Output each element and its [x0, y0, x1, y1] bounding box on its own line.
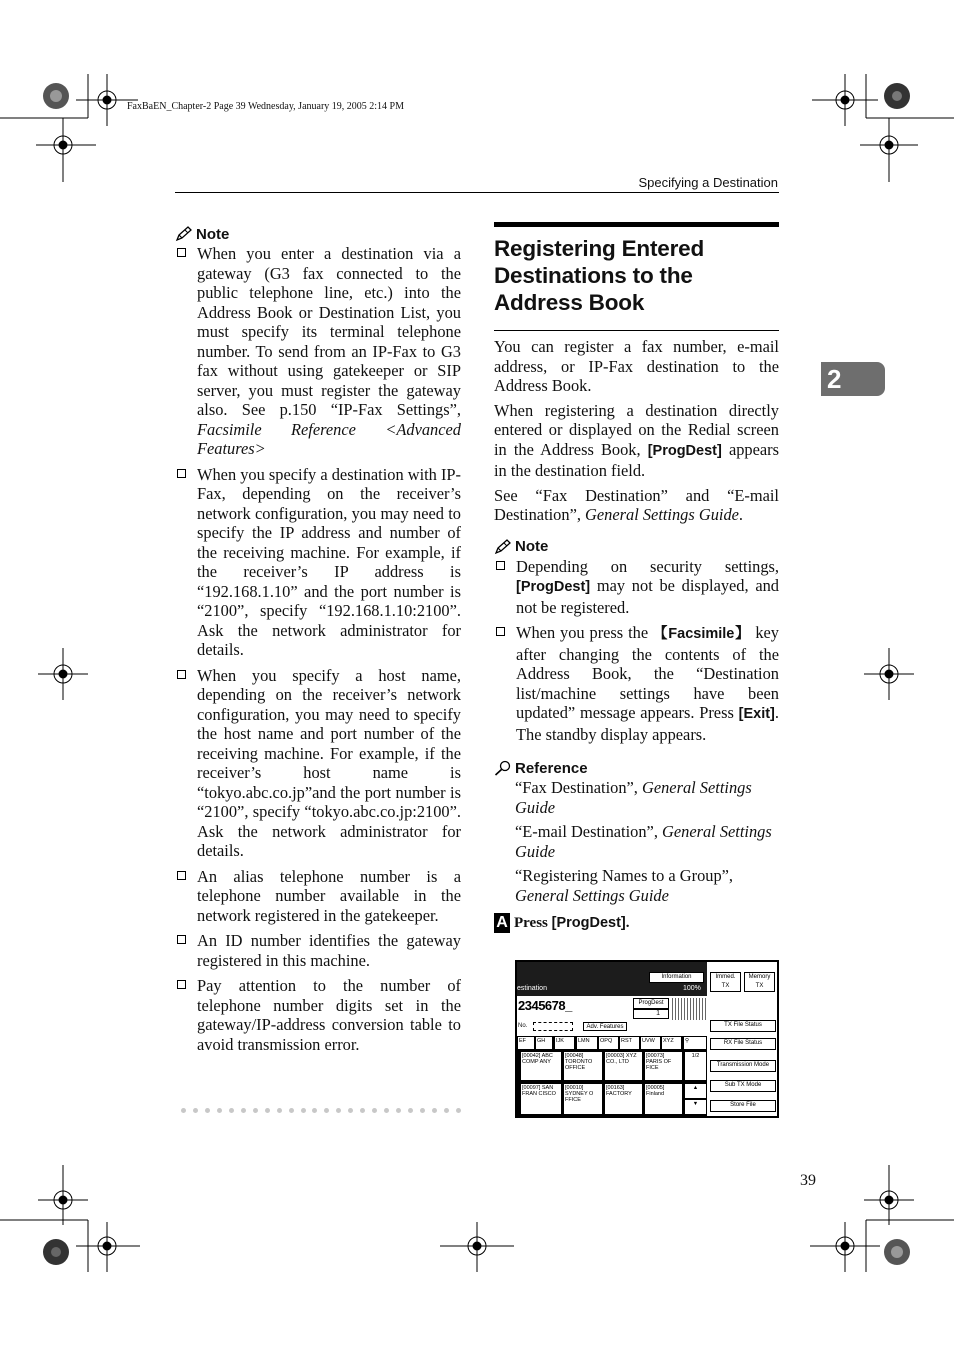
left-column: [175, 224, 461, 1060]
memory-tx-button[interactable]: Memory TX: [744, 972, 775, 992]
reference-item: “E-mail Destination”, General Settings Guide: [515, 822, 772, 861]
section-title: Registering Entered Destinations to the Address Book: [494, 236, 704, 315]
rx-file-status-button[interactable]: RX File Status: [710, 1038, 776, 1050]
list-item: When you specify a host name, depending on the receiver’s network configuration, you may need to specify the host name and port number of the receiving machine. For example, if the receiver’s host name is “tokyo.abc.co.jp”and the port number is “2100”, specify “tokyo.abc.co.jp:2100”. Ask the network administrator for details.: [175, 666, 461, 861]
entered-number: 2345678_: [518, 998, 572, 1013]
list-item: When you specify a destination with IP-Fax, depending on the receiver’s network configuration, you may need to specify the IP address and number of the receiving machine. For example, if the receiver’s IP address is “192.168.1.10” and the port number is “2100”, specify “192.168.1.10:2100”. Ask the network administrator for details.: [175, 465, 461, 660]
note-heading: Note: [175, 224, 461, 244]
adv-features-button[interactable]: Adv. Features: [583, 1022, 627, 1031]
section-rule: [494, 222, 779, 227]
page-indicator: 1/2: [685, 1052, 706, 1080]
dest-cell[interactable]: [00163] FACTORY: [605, 1084, 642, 1114]
screen-side-panel: [709, 962, 777, 1116]
fax-screen-illustration: [515, 960, 779, 1118]
dest-cell[interactable]: [00073] PARIS OF FICE: [645, 1052, 682, 1080]
pencil-icon: [494, 539, 512, 555]
count-box: 1: [633, 1009, 669, 1019]
list-item: When you press the 【Facsimile】 key after changing the contents of the Address Book, the “Destination list/machine settings have been updated” message appears. Press [Exit]. The standby display appears.: [494, 623, 779, 744]
end-dots-divider: [181, 1108, 461, 1113]
title-rule: [494, 330, 779, 331]
progdest-button[interactable]: ProgDest: [633, 998, 669, 1009]
list-item: An alias telephone number is a telephone number available in the network registered in the gatekeeper.: [175, 867, 461, 926]
header-rule: [175, 192, 779, 193]
tab-xyz[interactable]: XYZ: [662, 1037, 681, 1049]
scroll-up-icon[interactable]: ▲: [685, 1084, 706, 1098]
step-text: Press [ProgDest].: [514, 914, 630, 931]
scroll-down-icon[interactable]: ▼: [685, 1100, 706, 1114]
reference-list: [494, 778, 779, 905]
information-button[interactable]: Information: [649, 972, 704, 983]
reference-heading: Reference: [494, 758, 779, 778]
see-paragraph: See “Fax Destination” and “E-mail Destination”, General Settings Guide.: [494, 485, 779, 524]
progdest-paragraph: When registering a destination directly entered or displayed on the Redial screen in the Address Book, [ProgDest] appears in the destination field.: [494, 400, 780, 480]
transmission-mode-button[interactable]: Transmission Mode: [710, 1060, 776, 1072]
magnifier-icon: [494, 760, 512, 776]
search-tab[interactable]: [533, 1022, 573, 1031]
checkbox-icon: [496, 561, 505, 570]
dest-cell[interactable]: [00005] Finland: [645, 1084, 682, 1114]
chapter-tab: 2: [821, 362, 885, 396]
checkbox-icon: [177, 248, 186, 257]
page-number: 39: [800, 1172, 816, 1189]
note-list: [175, 244, 461, 1054]
list-item: When you enter a destination via a gateway (G3 fax connected to the public telephone line, etc.) into the Address Book or Destination List, you must specify its terminal telephone number. To send from an IP-Fax to G3 fax without using gatekeeper or SIP server, you must register the gateway also. See p.150 “IP-Fax Settings”, Facsimile Reference <Advanced Features>: [175, 244, 461, 459]
dest-cell[interactable]: [00042] ABC COMP ANY: [521, 1052, 561, 1080]
print-info: FaxBaEN_Chapter-2 Page 39 Wednesday, January 19, 2005 2:14 PM: [127, 101, 405, 112]
hatch-pattern: [672, 998, 707, 1020]
step-1: [494, 913, 779, 933]
right-column: [494, 222, 779, 933]
tab-uvw[interactable]: UVW: [641, 1037, 660, 1049]
store-file-button[interactable]: Store File: [710, 1100, 776, 1112]
tab-rst[interactable]: RST: [620, 1037, 639, 1049]
list-item: Depending on security settings, [ProgDest] may not be displayed, and not be registered.: [494, 557, 779, 618]
search-icon[interactable]: ⚲: [684, 1037, 706, 1049]
tab-lmn[interactable]: LMN: [577, 1037, 597, 1049]
checkbox-icon: [177, 871, 186, 880]
dest-cell[interactable]: [00010] SYDNEY O FFICE: [564, 1084, 602, 1114]
checkbox-icon: [496, 627, 505, 636]
checkbox-icon: [177, 670, 186, 679]
no-label: No.: [518, 1023, 528, 1029]
dest-cell[interactable]: [00097] SAN FRAN CISCO: [521, 1084, 561, 1114]
tx-file-status-button[interactable]: TX File Status: [710, 1020, 776, 1032]
checkbox-icon: [177, 980, 186, 989]
list-item: Pay attention to the number of telephone number digits set in the gateway/IP-address conversion table to avoid transmission error.: [175, 976, 461, 1054]
address-grid: [517, 1036, 707, 1118]
destination-label: estination: [517, 985, 547, 992]
tab-gh[interactable]: GH: [536, 1037, 552, 1049]
intro-paragraph: You can register a fax number, e-mail address, or IP-Fax destination to the Address Book.: [494, 337, 779, 395]
tab-ef[interactable]: EF: [518, 1037, 534, 1049]
immed-tx-button[interactable]: Immed. TX: [710, 972, 741, 992]
note-heading: Note: [494, 537, 779, 557]
list-item: An ID number identifies the gateway registered in this machine.: [175, 931, 461, 970]
sub-tx-mode-button[interactable]: Sub TX Mode: [710, 1080, 776, 1092]
dest-cell[interactable]: [00048] TORONTO OFFICE: [564, 1052, 602, 1080]
screen-top-bar: [517, 962, 707, 996]
dest-cell[interactable]: [00003] XYZ CO., LTD: [605, 1052, 642, 1080]
checkbox-icon: [177, 469, 186, 478]
reference-item: “Registering Names to a Group”, General Settings Guide: [515, 866, 734, 905]
running-head: Specifying a Destination: [638, 175, 778, 190]
tab-ijk[interactable]: IJK: [555, 1037, 574, 1049]
step-number: A: [494, 913, 510, 933]
checkbox-icon: [177, 935, 186, 944]
tab-opq[interactable]: OPQ: [599, 1037, 618, 1049]
note-list: [494, 557, 779, 745]
reference-item: “Fax Destination”, General Settings Guide: [515, 778, 752, 817]
memory-percent: 100%: [683, 985, 701, 992]
pencil-icon: [175, 226, 193, 242]
